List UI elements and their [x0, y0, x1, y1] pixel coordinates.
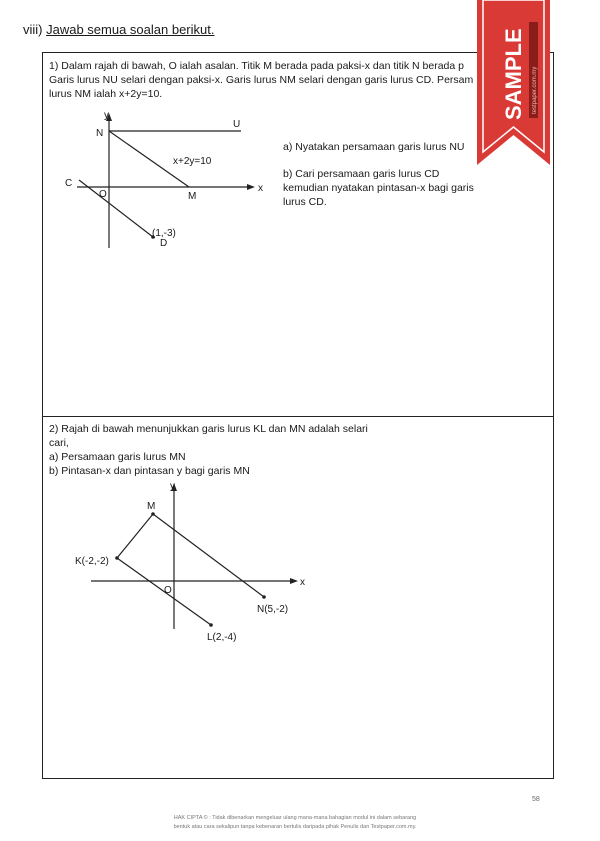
watermark-text: SAMPLE — [501, 28, 526, 120]
q1-part-a: a) Nyatakan persamaan garis lurus NU — [283, 141, 465, 153]
q2-line-4: b) Pintasan-x dan pintasan y bagi garis MN — [49, 465, 250, 477]
copyright-line-2: bentuk atau cara sekalipun tanpa kebenaran bertulis daripada pihak Penulis dan Testpaper.com.my. — [173, 824, 417, 830]
watermark-subtext: testpaper.com.my — [532, 66, 538, 114]
q2-label-k: K(-2,-2) — [75, 556, 109, 567]
section-title: Jawab semua soalan berikut. — [46, 22, 215, 37]
q1-label-y: y — [104, 110, 109, 121]
question-2-box — [42, 416, 554, 779]
q2-label-n: N(5,-2) — [257, 604, 289, 615]
q1-label-o: O — [99, 189, 107, 200]
q2-diagram — [43, 417, 333, 657]
copyright-line-1: HAK CIPTA © : Tidak dibenarkan mengeluar ulang mana-mana bahagian modul ini dalam sebarang — [173, 815, 417, 821]
q1-label-eq: x+2y=10 — [173, 156, 212, 167]
q1-diagram — [43, 53, 283, 263]
q2-label-m: M — [147, 501, 156, 512]
q1-label-m: M — [188, 191, 197, 202]
q1-label-point-d: (1,-3) — [152, 228, 176, 239]
q1-part-b-line-1: b) Cari persamaan garis lurus CD — [283, 168, 440, 180]
q2-point-m — [151, 512, 155, 516]
q2-point-l — [209, 623, 213, 627]
q1-label-c: C — [65, 178, 73, 189]
section-heading — [23, 22, 214, 37]
q2-label-o: O — [164, 585, 172, 596]
q1-line-1: 1) Dalam rajah di bawah, O ialah asalan. Titik M berada pada paksi-x dan titik N berada p — [49, 60, 464, 72]
q2-line-km — [117, 514, 153, 558]
q2-label-l: L(2,-4) — [207, 632, 237, 643]
q1-label-x: x — [258, 183, 263, 194]
q2-label-y: y — [170, 481, 175, 492]
q1-line-cd — [79, 180, 153, 237]
q2-x-arrow — [290, 578, 298, 584]
section-prefix: viii) — [23, 22, 47, 37]
q2-point-k — [115, 556, 119, 560]
q2-line-3: a) Persamaan garis lurus MN — [49, 451, 186, 463]
q1-line-2: Garis lurus NU selari dengan paksi-x. Garis lurus NM selari dengan garis lurus CD. Persam — [49, 74, 474, 86]
q1-part-b-line-3: lurus CD. — [283, 196, 327, 208]
q2-label-x: x — [300, 577, 305, 588]
q1-label-d: D — [160, 238, 168, 249]
q1-label-n: N — [96, 128, 104, 139]
q2-point-n — [262, 595, 266, 599]
q2-line-1: 2) Rajah di bawah menunjukkan garis lurus KL dan MN adalah selari — [49, 423, 368, 435]
q1-line-3: lurus NM ialah x+2y=10. — [49, 88, 163, 100]
page-number: 58 — [532, 796, 540, 803]
sample-watermark — [475, 0, 552, 170]
q1-label-u: U — [233, 119, 241, 130]
q1-part-b-line-2: kemudian nyatakan pintasan-x bagi garis — [283, 182, 474, 194]
q2-line-2: cari, — [49, 437, 69, 449]
q1-x-arrow — [247, 184, 255, 190]
